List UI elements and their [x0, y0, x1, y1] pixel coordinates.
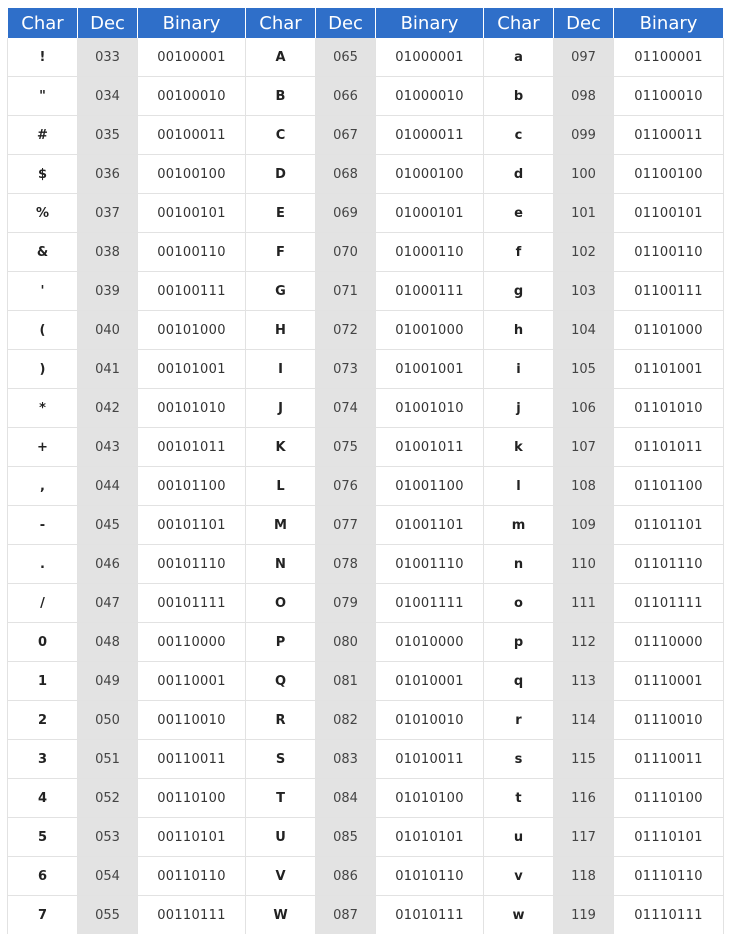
char-cell: /: [8, 584, 78, 623]
binary-cell: 00101010: [138, 389, 246, 428]
char-cell: k: [484, 428, 554, 467]
dec-cell: 103: [554, 272, 614, 311]
dec-cell: 041: [78, 350, 138, 389]
header-char-1: Char: [8, 8, 78, 38]
binary-cell: 01010111: [376, 896, 484, 934]
char-cell: $: [8, 155, 78, 194]
dec-cell: 116: [554, 779, 614, 818]
binary-cell: 01001001: [376, 350, 484, 389]
dec-cell: 073: [316, 350, 376, 389]
table-row: [8, 428, 724, 467]
dec-cell: 098: [554, 77, 614, 116]
binary-cell: 01110010: [614, 701, 724, 740]
char-cell: #: [8, 116, 78, 155]
char-cell: &: [8, 233, 78, 272]
binary-cell: 01100100: [614, 155, 724, 194]
char-cell: m: [484, 506, 554, 545]
char-cell: O: [246, 584, 316, 623]
binary-cell: 01001100: [376, 467, 484, 506]
dec-cell: 106: [554, 389, 614, 428]
dec-cell: 079: [316, 584, 376, 623]
table-row: [8, 740, 724, 779]
dec-cell: 109: [554, 506, 614, 545]
dec-cell: 052: [78, 779, 138, 818]
header-binary-1: Binary: [138, 8, 246, 38]
dec-cell: 102: [554, 233, 614, 272]
char-cell: 4: [8, 779, 78, 818]
table-row: [8, 584, 724, 623]
binary-cell: 01100111: [614, 272, 724, 311]
dec-cell: 076: [316, 467, 376, 506]
char-cell: t: [484, 779, 554, 818]
binary-cell: 01101110: [614, 545, 724, 584]
binary-cell: 01000011: [376, 116, 484, 155]
dec-cell: 077: [316, 506, 376, 545]
table-row: [8, 662, 724, 701]
char-cell: N: [246, 545, 316, 584]
dec-cell: 066: [316, 77, 376, 116]
binary-cell: 01100101: [614, 194, 724, 233]
char-cell: %: [8, 194, 78, 233]
dec-cell: 085: [316, 818, 376, 857]
dec-cell: 053: [78, 818, 138, 857]
binary-cell: 01100001: [614, 38, 724, 77]
binary-cell: 00100011: [138, 116, 246, 155]
table-row: [8, 389, 724, 428]
char-cell: 5: [8, 818, 78, 857]
dec-cell: 045: [78, 506, 138, 545]
table-row: [8, 38, 724, 77]
binary-cell: 01001000: [376, 311, 484, 350]
dec-cell: 055: [78, 896, 138, 934]
table-row: [8, 701, 724, 740]
binary-cell: 00101011: [138, 428, 246, 467]
dec-cell: 080: [316, 623, 376, 662]
dec-cell: 082: [316, 701, 376, 740]
binary-cell: 00100110: [138, 233, 246, 272]
ascii-binary-table: [7, 8, 724, 934]
header-binary-2: Binary: [376, 8, 484, 38]
binary-cell: 00110001: [138, 662, 246, 701]
table-row: [8, 233, 724, 272]
char-cell: g: [484, 272, 554, 311]
char-cell: D: [246, 155, 316, 194]
header-binary-3: Binary: [614, 8, 724, 38]
binary-cell: 01010000: [376, 623, 484, 662]
char-cell: l: [484, 467, 554, 506]
char-cell: ': [8, 272, 78, 311]
binary-cell: 00101101: [138, 506, 246, 545]
char-cell: T: [246, 779, 316, 818]
binary-cell: 00101110: [138, 545, 246, 584]
binary-cell: 01110001: [614, 662, 724, 701]
table-row: [8, 896, 724, 934]
binary-cell: 00110011: [138, 740, 246, 779]
char-cell: F: [246, 233, 316, 272]
binary-cell: 01001110: [376, 545, 484, 584]
dec-cell: 043: [78, 428, 138, 467]
binary-cell: 00110100: [138, 779, 246, 818]
binary-cell: 01000001: [376, 38, 484, 77]
dec-cell: 068: [316, 155, 376, 194]
char-cell: f: [484, 233, 554, 272]
char-cell: q: [484, 662, 554, 701]
char-cell: *: [8, 389, 78, 428]
dec-cell: 069: [316, 194, 376, 233]
binary-cell: 00110101: [138, 818, 246, 857]
table-row: [8, 350, 724, 389]
table-row: [8, 623, 724, 662]
header-dec-1: Dec: [78, 8, 138, 38]
char-cell: w: [484, 896, 554, 934]
char-cell: r: [484, 701, 554, 740]
header-dec-3: Dec: [554, 8, 614, 38]
char-cell: -: [8, 506, 78, 545]
dec-cell: 112: [554, 623, 614, 662]
table-row: [8, 116, 724, 155]
dec-cell: 075: [316, 428, 376, 467]
header-char-2: Char: [246, 8, 316, 38]
binary-cell: 00101000: [138, 311, 246, 350]
char-cell: s: [484, 740, 554, 779]
char-cell: K: [246, 428, 316, 467]
binary-cell: 01010110: [376, 857, 484, 896]
table-row: [8, 155, 724, 194]
char-cell: Q: [246, 662, 316, 701]
char-cell: ): [8, 350, 78, 389]
dec-cell: 119: [554, 896, 614, 934]
char-cell: ": [8, 77, 78, 116]
dec-cell: 071: [316, 272, 376, 311]
binary-cell: 01110000: [614, 623, 724, 662]
binary-cell: 00110010: [138, 701, 246, 740]
dec-cell: 074: [316, 389, 376, 428]
dec-cell: 072: [316, 311, 376, 350]
dec-cell: 039: [78, 272, 138, 311]
char-cell: 0: [8, 623, 78, 662]
char-cell: n: [484, 545, 554, 584]
char-cell: L: [246, 467, 316, 506]
binary-cell: 01110111: [614, 896, 724, 934]
binary-cell: 00100111: [138, 272, 246, 311]
char-cell: d: [484, 155, 554, 194]
char-cell: U: [246, 818, 316, 857]
table-row: [8, 194, 724, 233]
binary-cell: 01010011: [376, 740, 484, 779]
header-dec-2: Dec: [316, 8, 376, 38]
char-cell: 7: [8, 896, 78, 934]
char-cell: P: [246, 623, 316, 662]
dec-cell: 065: [316, 38, 376, 77]
binary-cell: 01101010: [614, 389, 724, 428]
binary-cell: 01000101: [376, 194, 484, 233]
dec-cell: 042: [78, 389, 138, 428]
char-cell: 3: [8, 740, 78, 779]
dec-cell: 100: [554, 155, 614, 194]
char-cell: h: [484, 311, 554, 350]
dec-cell: 034: [78, 77, 138, 116]
dec-cell: 115: [554, 740, 614, 779]
dec-cell: 037: [78, 194, 138, 233]
dec-cell: 050: [78, 701, 138, 740]
dec-cell: 081: [316, 662, 376, 701]
char-cell: S: [246, 740, 316, 779]
char-cell: 6: [8, 857, 78, 896]
dec-cell: 118: [554, 857, 614, 896]
char-cell: W: [246, 896, 316, 934]
char-cell: 2: [8, 701, 78, 740]
dec-cell: 114: [554, 701, 614, 740]
binary-cell: 01110011: [614, 740, 724, 779]
binary-cell: 01101111: [614, 584, 724, 623]
binary-cell: 01110110: [614, 857, 724, 896]
table-row: [8, 272, 724, 311]
char-cell: .: [8, 545, 78, 584]
char-cell: A: [246, 38, 316, 77]
binary-cell: 01001011: [376, 428, 484, 467]
char-cell: c: [484, 116, 554, 155]
table-row: [8, 506, 724, 545]
dec-cell: 048: [78, 623, 138, 662]
binary-cell: 01001010: [376, 389, 484, 428]
char-cell: v: [484, 857, 554, 896]
binary-cell: 01001101: [376, 506, 484, 545]
binary-cell: 01100011: [614, 116, 724, 155]
binary-cell: 01100110: [614, 233, 724, 272]
table-row: [8, 467, 724, 506]
binary-cell: 01100010: [614, 77, 724, 116]
binary-cell: 00101100: [138, 467, 246, 506]
dec-cell: 051: [78, 740, 138, 779]
dec-cell: 117: [554, 818, 614, 857]
dec-cell: 113: [554, 662, 614, 701]
char-cell: (: [8, 311, 78, 350]
dec-cell: 099: [554, 116, 614, 155]
dec-cell: 105: [554, 350, 614, 389]
dec-cell: 104: [554, 311, 614, 350]
char-cell: I: [246, 350, 316, 389]
char-cell: V: [246, 857, 316, 896]
binary-cell: 01010010: [376, 701, 484, 740]
char-cell: +: [8, 428, 78, 467]
table-header-row: [8, 8, 724, 38]
table-row: [8, 779, 724, 818]
binary-cell: 01010101: [376, 818, 484, 857]
char-cell: !: [8, 38, 78, 77]
table-row: [8, 77, 724, 116]
table-body: [8, 38, 724, 934]
binary-cell: 01101000: [614, 311, 724, 350]
dec-cell: 086: [316, 857, 376, 896]
dec-cell: 108: [554, 467, 614, 506]
dec-cell: 044: [78, 467, 138, 506]
binary-cell: 00100001: [138, 38, 246, 77]
binary-cell: 00110110: [138, 857, 246, 896]
binary-cell: 01000110: [376, 233, 484, 272]
dec-cell: 033: [78, 38, 138, 77]
binary-cell: 01101101: [614, 506, 724, 545]
binary-cell: 01000010: [376, 77, 484, 116]
char-cell: G: [246, 272, 316, 311]
char-cell: e: [484, 194, 554, 233]
dec-cell: 101: [554, 194, 614, 233]
binary-cell: 01101001: [614, 350, 724, 389]
dec-cell: 070: [316, 233, 376, 272]
binary-cell: 01001111: [376, 584, 484, 623]
char-cell: j: [484, 389, 554, 428]
table-row: [8, 545, 724, 584]
table-row: [8, 857, 724, 896]
binary-cell: 01010001: [376, 662, 484, 701]
char-cell: C: [246, 116, 316, 155]
binary-cell: 00101111: [138, 584, 246, 623]
header-char-3: Char: [484, 8, 554, 38]
dec-cell: 047: [78, 584, 138, 623]
dec-cell: 067: [316, 116, 376, 155]
dec-cell: 111: [554, 584, 614, 623]
binary-cell: 00100010: [138, 77, 246, 116]
dec-cell: 084: [316, 779, 376, 818]
dec-cell: 107: [554, 428, 614, 467]
binary-cell: 00100100: [138, 155, 246, 194]
char-cell: 1: [8, 662, 78, 701]
dec-cell: 054: [78, 857, 138, 896]
binary-cell: 01101100: [614, 467, 724, 506]
char-cell: E: [246, 194, 316, 233]
binary-cell: 01110101: [614, 818, 724, 857]
dec-cell: 036: [78, 155, 138, 194]
char-cell: p: [484, 623, 554, 662]
char-cell: B: [246, 77, 316, 116]
char-cell: i: [484, 350, 554, 389]
dec-cell: 078: [316, 545, 376, 584]
char-cell: a: [484, 38, 554, 77]
binary-cell: 00110111: [138, 896, 246, 934]
char-cell: o: [484, 584, 554, 623]
binary-cell: 00110000: [138, 623, 246, 662]
char-cell: J: [246, 389, 316, 428]
dec-cell: 040: [78, 311, 138, 350]
dec-cell: 035: [78, 116, 138, 155]
binary-cell: 00100101: [138, 194, 246, 233]
char-cell: H: [246, 311, 316, 350]
char-cell: R: [246, 701, 316, 740]
char-cell: u: [484, 818, 554, 857]
binary-cell: 01101011: [614, 428, 724, 467]
char-cell: ,: [8, 467, 78, 506]
binary-cell: 01000111: [376, 272, 484, 311]
char-cell: b: [484, 77, 554, 116]
binary-cell: 01110100: [614, 779, 724, 818]
dec-cell: 097: [554, 38, 614, 77]
binary-cell: 01000100: [376, 155, 484, 194]
dec-cell: 087: [316, 896, 376, 934]
dec-cell: 049: [78, 662, 138, 701]
binary-cell: 00101001: [138, 350, 246, 389]
char-cell: M: [246, 506, 316, 545]
dec-cell: 038: [78, 233, 138, 272]
dec-cell: 046: [78, 545, 138, 584]
dec-cell: 083: [316, 740, 376, 779]
dec-cell: 110: [554, 545, 614, 584]
table-row: [8, 311, 724, 350]
binary-cell: 01010100: [376, 779, 484, 818]
table-row: [8, 818, 724, 857]
